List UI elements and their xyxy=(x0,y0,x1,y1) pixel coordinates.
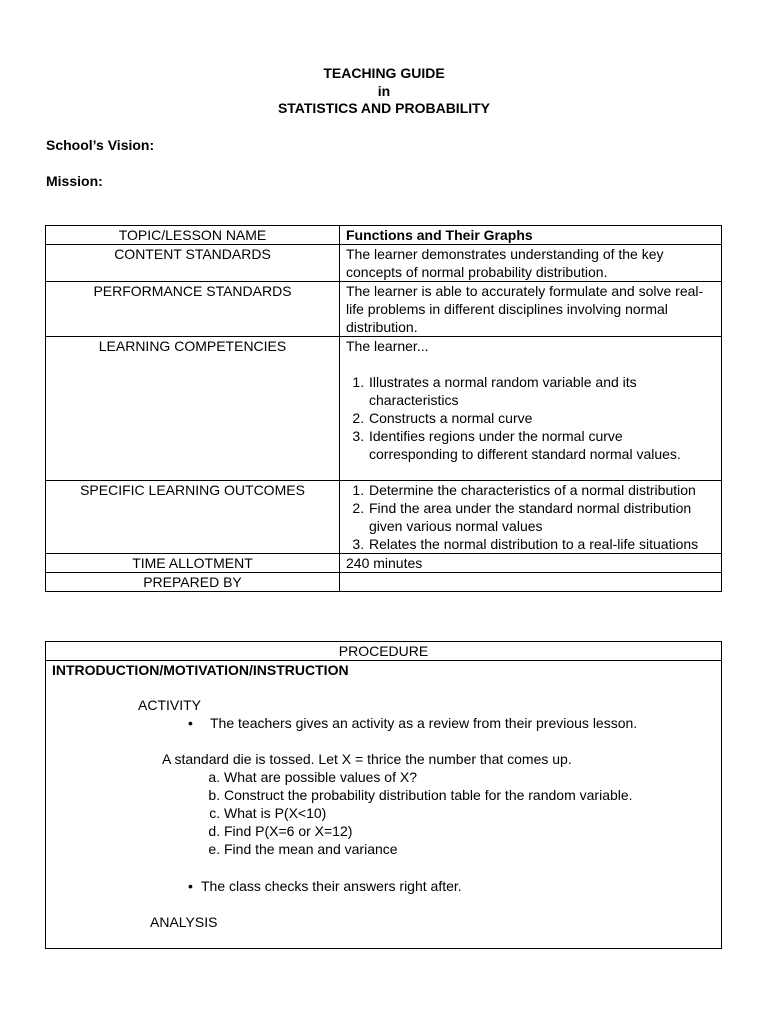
learning-competencies-value xyxy=(340,337,722,481)
questions-list xyxy=(202,768,633,858)
topic-value: Functions and Their Graphs xyxy=(340,226,722,245)
time-allotment-value: 240 minutes xyxy=(340,554,722,573)
mission-label: Mission: xyxy=(46,173,103,189)
document-title xyxy=(0,65,768,118)
list-item: 1. Illustrates a normal random variable and its characteristics xyxy=(368,373,715,409)
check-bullet-text: The class checks their answers right after. xyxy=(201,878,462,894)
list-item: 1. Determine the characteristics of a normal distribution xyxy=(368,481,715,499)
learning-outcomes-value xyxy=(340,481,722,554)
table-row xyxy=(46,481,722,554)
title-line-1: TEACHING GUIDE xyxy=(323,65,445,81)
table-row xyxy=(46,554,722,573)
list-item: 2. Constructs a normal curve xyxy=(368,409,715,427)
check-bullet xyxy=(188,877,462,895)
list-item: d. Find P(X=6 or X=12) xyxy=(224,822,633,840)
lesson-info-table xyxy=(45,225,722,592)
title-line-3: STATISTICS AND PROBABILITY xyxy=(277,100,491,116)
performance-standards-value: The learner is able to accurately formulate and solve real-life problems in different disciplines involving normal distribution. xyxy=(340,282,722,337)
list-item: 3. Identifies regions under the normal curve corresponding to different standard normal values. xyxy=(368,427,715,463)
prepared-by-value xyxy=(340,573,722,592)
table-row xyxy=(46,573,722,592)
list-item: 2. Find the area under the standard normal distribution given various normal values xyxy=(368,499,715,535)
table-row xyxy=(46,337,722,481)
schools-vision-label: School’s Vision: xyxy=(46,137,155,153)
list-item: a. What are possible values of X? xyxy=(224,768,633,786)
list-item: b. Construct the probability distribution table for the random variable. xyxy=(224,786,633,804)
list-item: c. What is P(X<10) xyxy=(224,804,633,822)
content-standards-label: CONTENT STANDARDS xyxy=(46,245,340,282)
title-line-2: in xyxy=(377,82,391,99)
table-row xyxy=(46,226,722,245)
procedure-heading: PROCEDURE xyxy=(46,642,721,661)
table-row xyxy=(46,282,722,337)
competencies-list xyxy=(346,373,715,463)
die-problem: A standard die is tossed. Let X = thrice the number that comes up. xyxy=(162,751,572,767)
procedure-box xyxy=(45,641,722,949)
analysis-label: ANALYSIS xyxy=(150,914,218,930)
prepared-by-label: PREPARED BY xyxy=(46,573,340,592)
topic-label: TOPIC/LESSON NAME xyxy=(46,226,340,245)
time-allotment-label: TIME ALLOTMENT xyxy=(46,554,340,573)
activity-bullet-text: The teachers gives an activity as a review from their previous lesson. xyxy=(210,715,638,731)
list-item: 3. Relates the normal distribution to a real-life situations xyxy=(368,535,715,553)
table-row xyxy=(46,245,722,282)
procedure-body xyxy=(46,661,721,948)
learning-competencies-label: LEARNING COMPETENCIES xyxy=(46,337,340,481)
competencies-intro: The learner... xyxy=(346,338,429,354)
learning-outcomes-label: SPECIFIC LEARNING OUTCOMES xyxy=(46,481,340,554)
bullet-icon: • xyxy=(188,715,193,731)
content-standards-value: The learner demonstrates understanding of the key concepts of normal probability distribution. xyxy=(340,245,722,282)
performance-standards-label: PERFORMANCE STANDARDS xyxy=(46,282,340,337)
section-heading: INTRODUCTION/MOTIVATION/INSTRUCTION xyxy=(52,662,349,678)
bullet-icon: • xyxy=(188,878,193,894)
activity-bullet xyxy=(188,714,637,732)
activity-label: ACTIVITY xyxy=(138,697,202,713)
outcomes-list xyxy=(346,481,715,553)
list-item: e. Find the mean and variance xyxy=(224,840,633,858)
